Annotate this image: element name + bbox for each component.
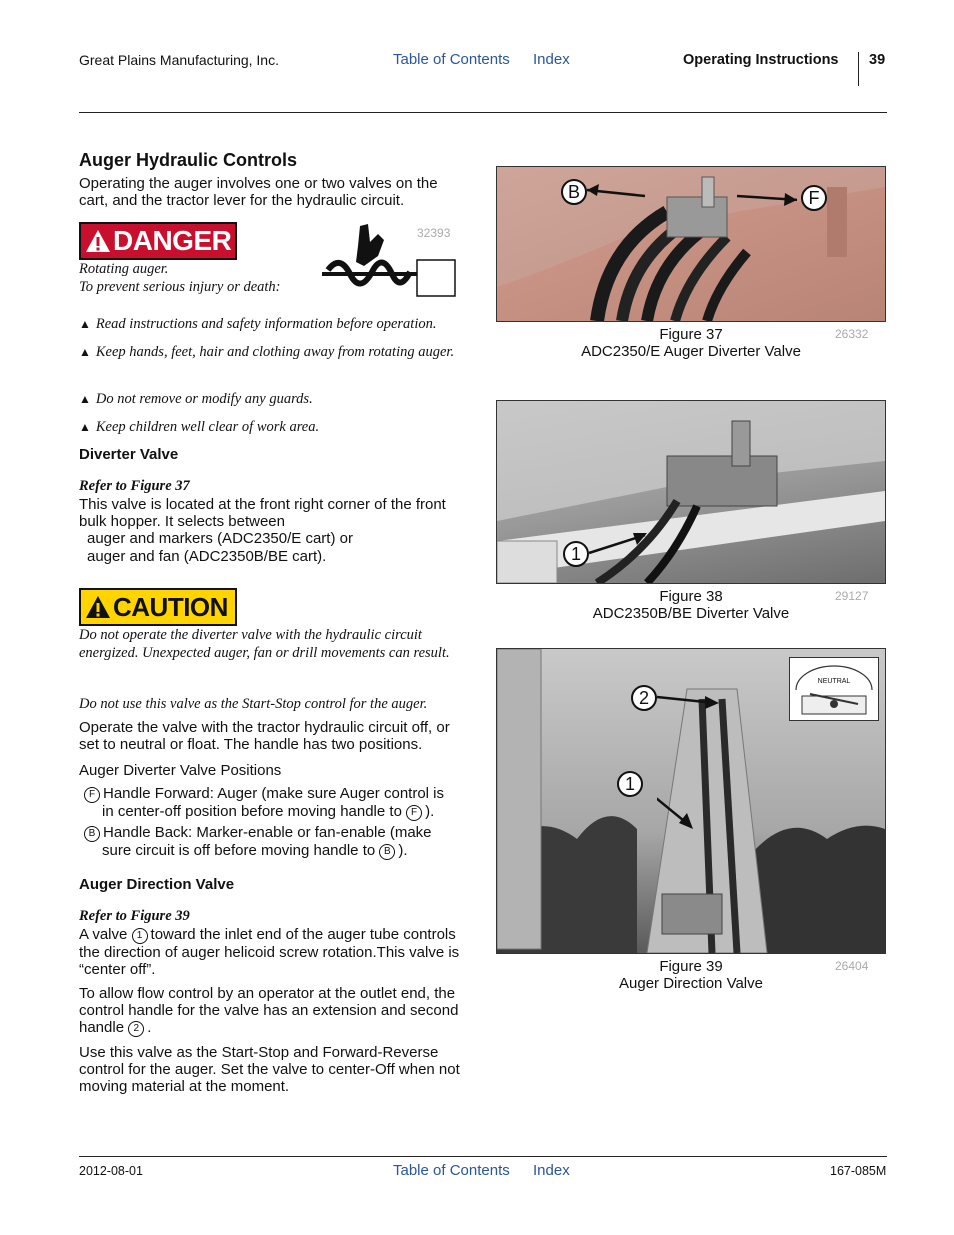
diverter-refer: Refer to Figure 37: [79, 478, 190, 494]
callout-1: 1: [563, 541, 589, 567]
figure-37-number: 26332: [835, 327, 869, 341]
diverter-option2: auger and fan (ADC2350B/BE cart).: [87, 548, 327, 565]
callout-arrow: [589, 529, 649, 557]
intro-paragraph: Operating the auger involves one or two valves on the cart, and the tractor lever for the hydraulic circuit.: [79, 175, 438, 209]
danger-hazard-line1: Rotating auger.: [79, 261, 169, 277]
figure-38-photo: [496, 400, 886, 584]
figure-39-caption: Figure 39: [659, 958, 723, 975]
forward-symbol: F: [84, 787, 100, 803]
figure-38-caption: Figure 38: [659, 588, 723, 605]
danger-bullet: ▲ Keep children well clear of work area.: [79, 419, 320, 435]
toc-link-top[interactable]: Table of Contents: [393, 51, 510, 68]
direction-refer: Refer to Figure 39: [79, 908, 190, 924]
danger-label: DANGER: [113, 225, 232, 256]
figure-39-photo: [496, 648, 886, 954]
footer-doc-number: 167-085M: [830, 1164, 887, 1178]
caution-label: CAUTION: [113, 591, 228, 622]
direction-paragraph3: Use this valve as the Start-Stop and Forward-Reverse control for the auger. Set the valve to center-Off when not moving material at the moment.: [79, 1044, 460, 1095]
diverter-valve-image: [497, 401, 885, 583]
callout-2: 2: [631, 685, 657, 711]
section-title: Operating Instructions: [683, 52, 839, 68]
danger-image-number: 32393: [417, 226, 451, 240]
neutral-label: NEUTRAL: [817, 678, 851, 685]
caution-text2: Do not use this valve as the Start-Stop control for the auger.: [79, 696, 428, 712]
page-number: 39: [869, 52, 886, 68]
index-link-top[interactable]: Index: [533, 51, 570, 68]
toc-link-bottom[interactable]: Table of Contents: [393, 1162, 510, 1179]
header-rule: [79, 112, 887, 113]
position-forward: F Handle Forward: Auger (make sure Auger control is in center-off position before moving handle to F ).: [84, 785, 469, 821]
figure-37-photo: [496, 166, 886, 322]
caution-text1: Do not operate the diverter valve with the hydraulic circuit energized. Unexpected auger, fan or drill movements can result.: [79, 627, 450, 661]
footer-rule: [79, 1156, 887, 1157]
direction-paragraph2: To allow flow control by an operator at the outlet end, the control handle for the valve has an extension and second handle 2 .: [79, 985, 459, 1036]
warning-triangle-icon: [85, 595, 111, 619]
footer-date: 2012-08-01: [79, 1164, 143, 1178]
warning-triangle-icon: [85, 229, 111, 253]
direction-paragraph1: A valve 1 toward the inlet end of the auger tube controls the direction of auger helicoid screw rotation.This valve is “center off”.: [79, 926, 460, 978]
danger-bullet: ▲ Keep hands, feet, hair and clothing away from rotating auger.: [79, 344, 455, 360]
danger-bullet: ▲ Do not remove or modify any guards.: [79, 391, 313, 407]
figure-38-subcaption: ADC2350B/BE Diverter Valve: [592, 605, 790, 622]
callout-1: 1: [617, 771, 643, 797]
direction-heading: Auger Direction Valve: [79, 876, 235, 893]
danger-bullet: ▲ Read instructions and safety information before operation.: [79, 316, 437, 332]
index-link-bottom[interactable]: Index: [533, 1162, 570, 1179]
callout-arrows: [587, 182, 797, 212]
section-heading: Auger Hydraulic Controls: [79, 150, 298, 170]
auger-hazard-icon: [320, 222, 460, 300]
diverter-option1: auger and markers (ADC2350/E cart) or: [87, 530, 353, 547]
figure-37-caption: Figure 37: [659, 326, 723, 343]
diverter-text: This valve is located at the front right corner of the front bulk hopper. It selects between: [79, 496, 446, 530]
positions-heading: Auger Diverter Valve Positions: [79, 762, 282, 779]
danger-hazard-line2: To prevent serious injury or death:: [79, 279, 281, 295]
danger-signal: [79, 222, 237, 260]
figure-38-number: 29127: [835, 589, 869, 603]
figure-39-subcaption: Auger Direction Valve: [619, 975, 763, 992]
callout-f: F: [801, 185, 827, 211]
position-back: B Handle Back: Marker-enable or fan-enable (make sure circuit is off before moving handle to B ).: [84, 824, 469, 860]
company-name: Great Plains Manufacturing, Inc.: [79, 52, 279, 68]
callout-b: B: [561, 179, 587, 205]
callout-arrows: [657, 689, 727, 829]
diverter-heading: Diverter Valve: [79, 446, 179, 463]
caution-signal: [79, 588, 237, 626]
figure-39-number: 26404: [835, 959, 869, 973]
back-symbol: B: [84, 826, 100, 842]
neutral-inset: [789, 657, 879, 721]
figure-37-subcaption: ADC2350/E Auger Diverter Valve: [581, 343, 801, 360]
header-divider: [858, 52, 859, 86]
lever-diagram-icon: [790, 658, 878, 720]
operate-paragraph: Operate the valve with the tractor hydraulic circuit off, or set to neutral or float. The handle has two positions.: [79, 719, 450, 753]
